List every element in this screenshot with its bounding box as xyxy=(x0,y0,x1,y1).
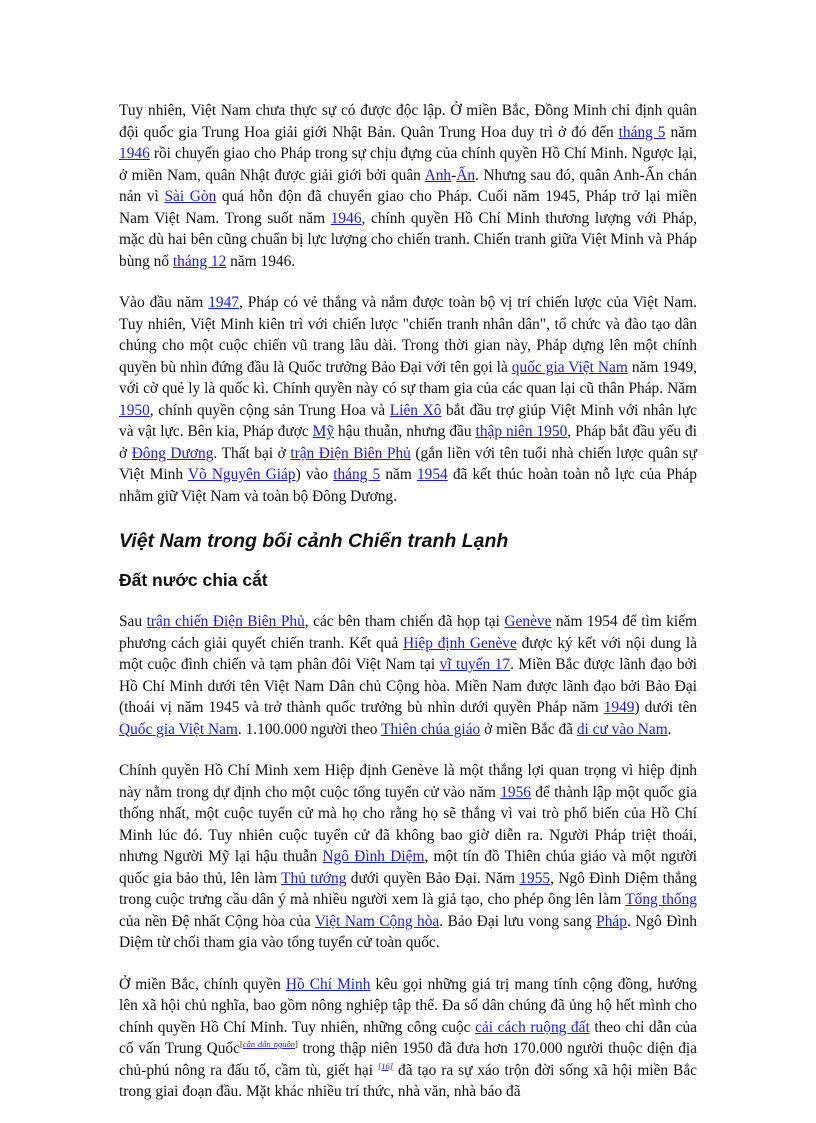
link-lien-xo[interactable]: Liên Xô xyxy=(389,401,442,419)
link-my[interactable]: Mỹ xyxy=(312,423,335,440)
footnote-16-link[interactable]: [16] xyxy=(377,1060,394,1071)
link-tran-dien-bien-phu[interactable]: trận Điện Biên Phủ xyxy=(290,444,411,462)
link-thap-nien-1950[interactable]: thập niên 1950 xyxy=(475,423,568,440)
link-ngo-dinh-diem[interactable]: Ngô Đình Diệm xyxy=(322,848,425,865)
link-quoc-gia-viet-nam-b[interactable]: Quốc gia Việt Nam xyxy=(119,720,238,738)
link-1946-b[interactable]: 1946 xyxy=(330,209,362,227)
link-tran-chien-dien-bien-phu[interactable]: trận chiến Điện Biên Phủ xyxy=(146,613,305,630)
link-1950[interactable]: 1950 xyxy=(119,401,150,419)
link-1947[interactable]: 1947 xyxy=(208,294,239,311)
link-geneve[interactable]: Genève xyxy=(504,613,552,630)
link-cai-cach-ruong-dat[interactable]: cải cách ruộng đất xyxy=(475,1018,590,1036)
link-vo-nguyen-giap[interactable]: Võ Nguyên Giáp xyxy=(187,466,296,483)
citation-needed-link[interactable]: cần dẫn nguồn xyxy=(242,1039,296,1049)
section-heading: Việt Nam trong bối cảnh Chiến tranh Lạnh xyxy=(119,530,509,552)
link-1949[interactable]: 1949 xyxy=(603,699,635,716)
link-ho-chi-minh[interactable]: Hồ Chí Minh xyxy=(285,975,371,993)
paragraph-4: Chính quyền Hồ Chí Minh xem Hiệp định Genève là một thắng lợi quan trọng vì hiệp định này nằm trong dự định cho một cuộc tổng tuyển cử vào năm 1956 để thành lập một quốc gia thống nhất, một cuộc tuyển cử mà họ cho rằng họ sẽ thắng vì vai trò phổ biến của Hồ Chí Minh lúc đó. Tuy nhiên cuộc tuyển cử đã không bao giờ diễn ra. Người Pháp triệt thoái, nhưng Người Mỹ lại hậu thuẫn Ngô Đình Diệm, một tín đồ Thiên chúa giáo và một người quốc gia bảo thủ, lên làm Thủ tướng dưới quyền Bảo Đại. Năm 1955, Ngô Đình Diệm thắng trong cuộc trưng cầu dân ý mà nhiều người xem là giả tạo, cho phép ông lên làm Tổng thống của nền Đệ nhất Cộng hòa của Việt Nam Cộng hòa. Bảo Đại lưu vong sang Pháp. Ngô Đình Diệm từ chối tham gia vào tổng tuyển cử toàn quốc. xyxy=(119,762,697,951)
link-vi-tuyen-17[interactable]: vĩ tuyến 17 xyxy=(439,656,511,673)
link-thang-5[interactable]: tháng 5 xyxy=(618,123,666,141)
paragraph-3: Sau trận chiến Điện Biên Phủ, các bên tham chiến đã họp tại Genève năm 1954 để tìm kiếm phương cách giải quyết chiến tranh. Kết quả Hiệp định Genève được ký kết với nội dung là một cuộc đình chiến và tạm phân đôi Việt Nam tại vĩ tuyến 17. Miền Bắc được lãnh đạo bởi Hồ Chí Minh dưới tên Việt Nam Dân chủ Cộng hòa. Miền Nam được lãnh đạo bởi Bảo Đại (thoái vị năm 1945 và trở thành quốc trưởng bù nhìn dưới quyền Pháp năm 1949) dưới tên Quốc gia Việt Nam. 1.100.000 người theo Thiên chúa giáo ở miền Bắc đã di cư vào Nam. xyxy=(119,613,698,738)
link-phap[interactable]: Pháp xyxy=(596,912,627,930)
link-viet-nam-cong-hoa[interactable]: Việt Nam Cộng hòa xyxy=(314,912,440,930)
link-thang-5-b[interactable]: tháng 5 xyxy=(333,466,381,483)
link-thien-chua-giao[interactable]: Thiên chúa giáo xyxy=(381,720,481,738)
link-dong-duong[interactable]: Đông Dương xyxy=(131,444,214,462)
link-1955[interactable]: 1955 xyxy=(519,869,551,887)
link-an[interactable]: Ấn xyxy=(456,166,476,184)
link-thang-12[interactable]: tháng 12 xyxy=(172,252,227,270)
paragraph-1: Tuy nhiên, Việt Nam chưa thực sự có được độc lập. Ở miền Bắc, Đồng Minh chỉ định quân đội quốc gia Trung Hoa giải giới Nhật Bản. Quân Trung Hoa duy trì ở đó đến tháng 5 năm 1946 rồi chuyển giao cho Pháp trong sự chịu đựng của chính quyền Hồ Chí Minh. Ngược lại, ở miền Nam, quân Nhật được giải giới bởi quân Anh-Ấn. Nhưng sau đó, quân Anh-Ấn chán nản vì Sài Gòn quá hỗn độn đã chuyển giao cho Pháp. Cuối năm 1945, Pháp trở lại miền Nam Việt Nam. Trong suốt năm 1946, chính quyền Hồ Chí Minh thương lượng với Pháp, mặc dù hai bên cũng chuẩn bị lực lượng cho chiến tranh. Chiến tranh giữa Việt Minh và Pháp bùng nổ tháng 12 năm 1946. xyxy=(119,102,698,270)
link-hiep-dinh-geneve[interactable]: Hiệp định Genève xyxy=(403,634,517,652)
link-tong-thong[interactable]: Tổng thống xyxy=(625,891,697,908)
link-sai-gon[interactable]: Sài Gòn xyxy=(164,188,217,205)
citation-needed: [cần dẫn nguồn] xyxy=(239,1039,298,1049)
link-1954[interactable]: 1954 xyxy=(416,466,448,483)
subsection-heading: Đất nước chia cắt xyxy=(119,570,268,590)
link-thu-tuong[interactable]: Thủ tướng xyxy=(281,869,347,887)
footnote-16 xyxy=(378,1061,393,1071)
article xyxy=(119,100,697,1103)
link-1946[interactable]: 1946 xyxy=(119,145,150,162)
paragraph-5: Ở miền Bắc, chính quyền Hồ Chí Minh kêu gọi những giá trị mang tính cộng đồng, hướng lên xã hội chủ nghĩa, bao gồm nông nghiệp tập thể. Đa số dân chúng đã ủng hộ hết mình cho chính quyền Hồ Chí Minh. Tuy nhiên, những công cuộc cải cách ruộng đất theo chỉ dẫn của cố vấn Trung Quốc[cần dẫn nguồn] trong thập niên 1950 đã đưa hơn 170.000 người thuộc diện địa chủ-phú nông ra đấu tố, cầm tù, giết hại [16] đã tạo ra sự xáo trộn đời sống xã hội miền Bắc trong giai đoạn đầu. Mặt khác nhiều trí thức, nhà văn, nhà báo đã xyxy=(119,975,697,1100)
paragraph-2: Vào đầu năm 1947, Pháp có vẻ thắng và nắm được toàn bộ vị trí chiến lược của Việt Nam. Tuy nhiên, Việt Minh kiên trì với chiến lược "chiến tranh nhân dân", tổ chức và đào tạo dân chúng cho một cuộc chiến vũ trang lâu dài. Trong thời gian này, Pháp dựng lên một chính quyền bù nhìn đứng đầu là Quốc trưởng Bảo Đại với tên gọi là quốc gia Việt Nam năm 1949, với cờ quẻ ly là quốc kì. Chính quyền này có sự tham gia của các quan lại cũ thân Pháp. Năm 1950, chính quyền cộng sản Trung Hoa và Liên Xô bắt đầu trợ giúp Việt Minh với nhân lực và vật lực. Bên kia, Pháp được Mỹ hậu thuẫn, nhưng đầu thập niên 1950, Pháp bắt đầu yếu đi ở Đông Dương. Thất bại ở trận Điện Biên Phủ (gắn liền với tên tuổi nhà chiến lược quân sự Việt Minh Võ Nguyên Giáp) vào tháng 5 năm 1954 đã kết thúc hoàn toàn nỗ lực của Pháp nhằm giữ Việt Nam và toàn bộ Đông Dương. xyxy=(119,294,697,505)
link-1956[interactable]: 1956 xyxy=(500,783,531,801)
link-di-cu-vao-nam[interactable]: di cư vào Nam xyxy=(576,720,668,738)
link-anh[interactable]: Anh xyxy=(424,166,452,184)
link-quoc-gia-viet-nam[interactable]: quốc gia Việt Nam xyxy=(511,358,628,376)
